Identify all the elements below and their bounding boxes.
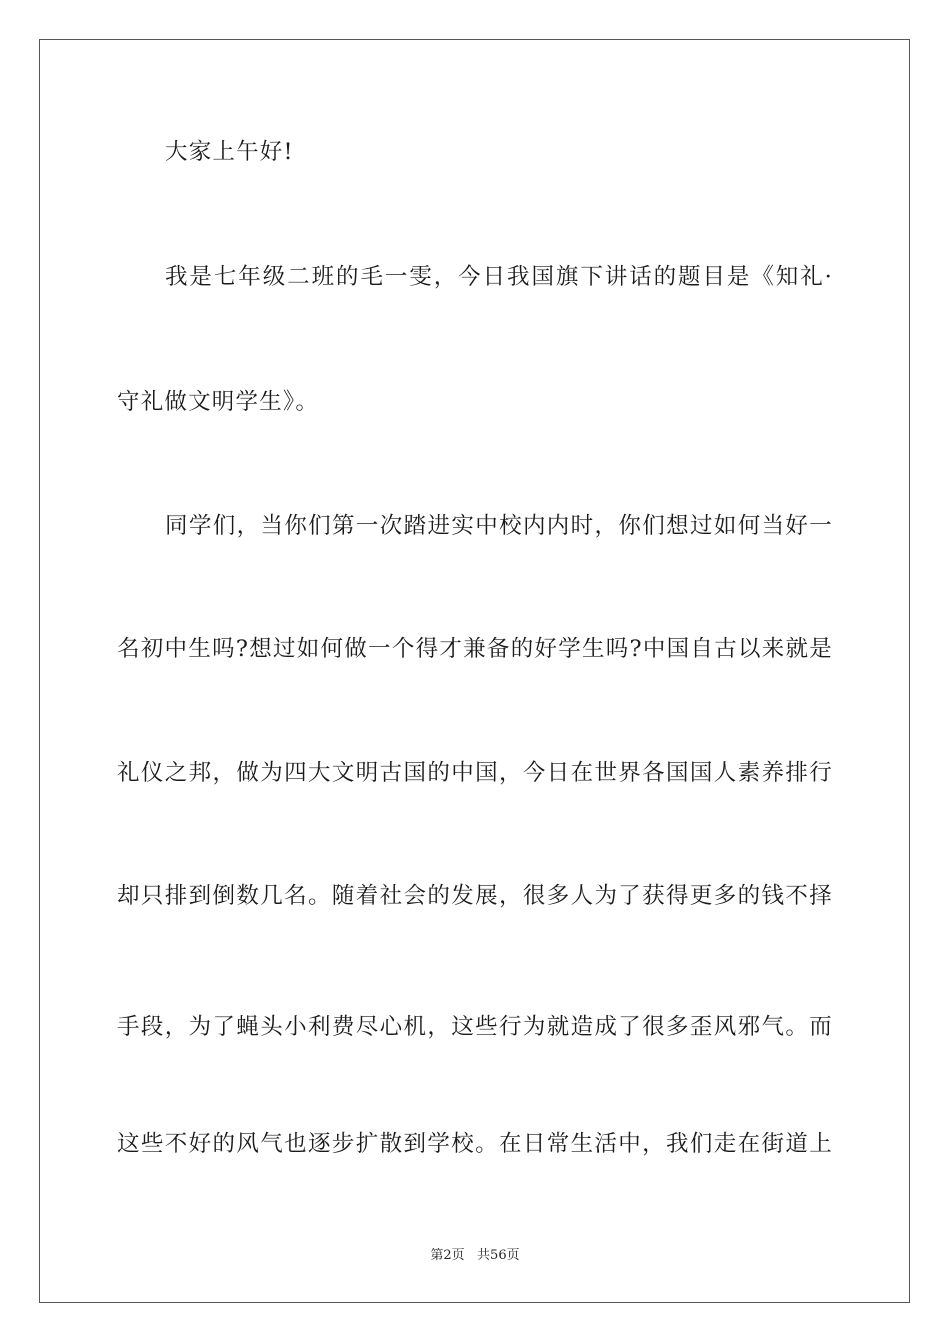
text-line-9: 这些不好的风气也逐步扩散到学校。在日常生活中，我们走在街道上 [117,1131,833,1157]
text-line-3: 守礼做文明学生》。 [117,389,320,415]
page-footer: 第2页 共56页 [430,1248,520,1263]
text-line-4: 同学们，当你们第一次踏进实中校内内时，你们想过如何当好一 [165,513,833,539]
page-border [39,39,910,1303]
text-line-7: 却只排到倒数几名。随着社会的发展，很多人为了获得更多的钱不择 [117,883,833,909]
text-line-8: 手段，为了蝇头小利费尽心机，这些行为就造成了很多歪风邪气。而 [117,1014,833,1040]
text-line-1: 大家上午好! [165,139,294,165]
text-line-5: 名初中生吗?想过如何做一个得才兼备的好学生吗?中国自古以来就是 [117,636,833,662]
text-line-6: 礼仪之邦，做为四大文明古国的中国，今日在世界各国国人素养排行 [117,760,833,786]
text-line-2: 我是七年级二班的毛一雯，今日我国旗下讲话的题目是《知礼· [165,264,833,290]
